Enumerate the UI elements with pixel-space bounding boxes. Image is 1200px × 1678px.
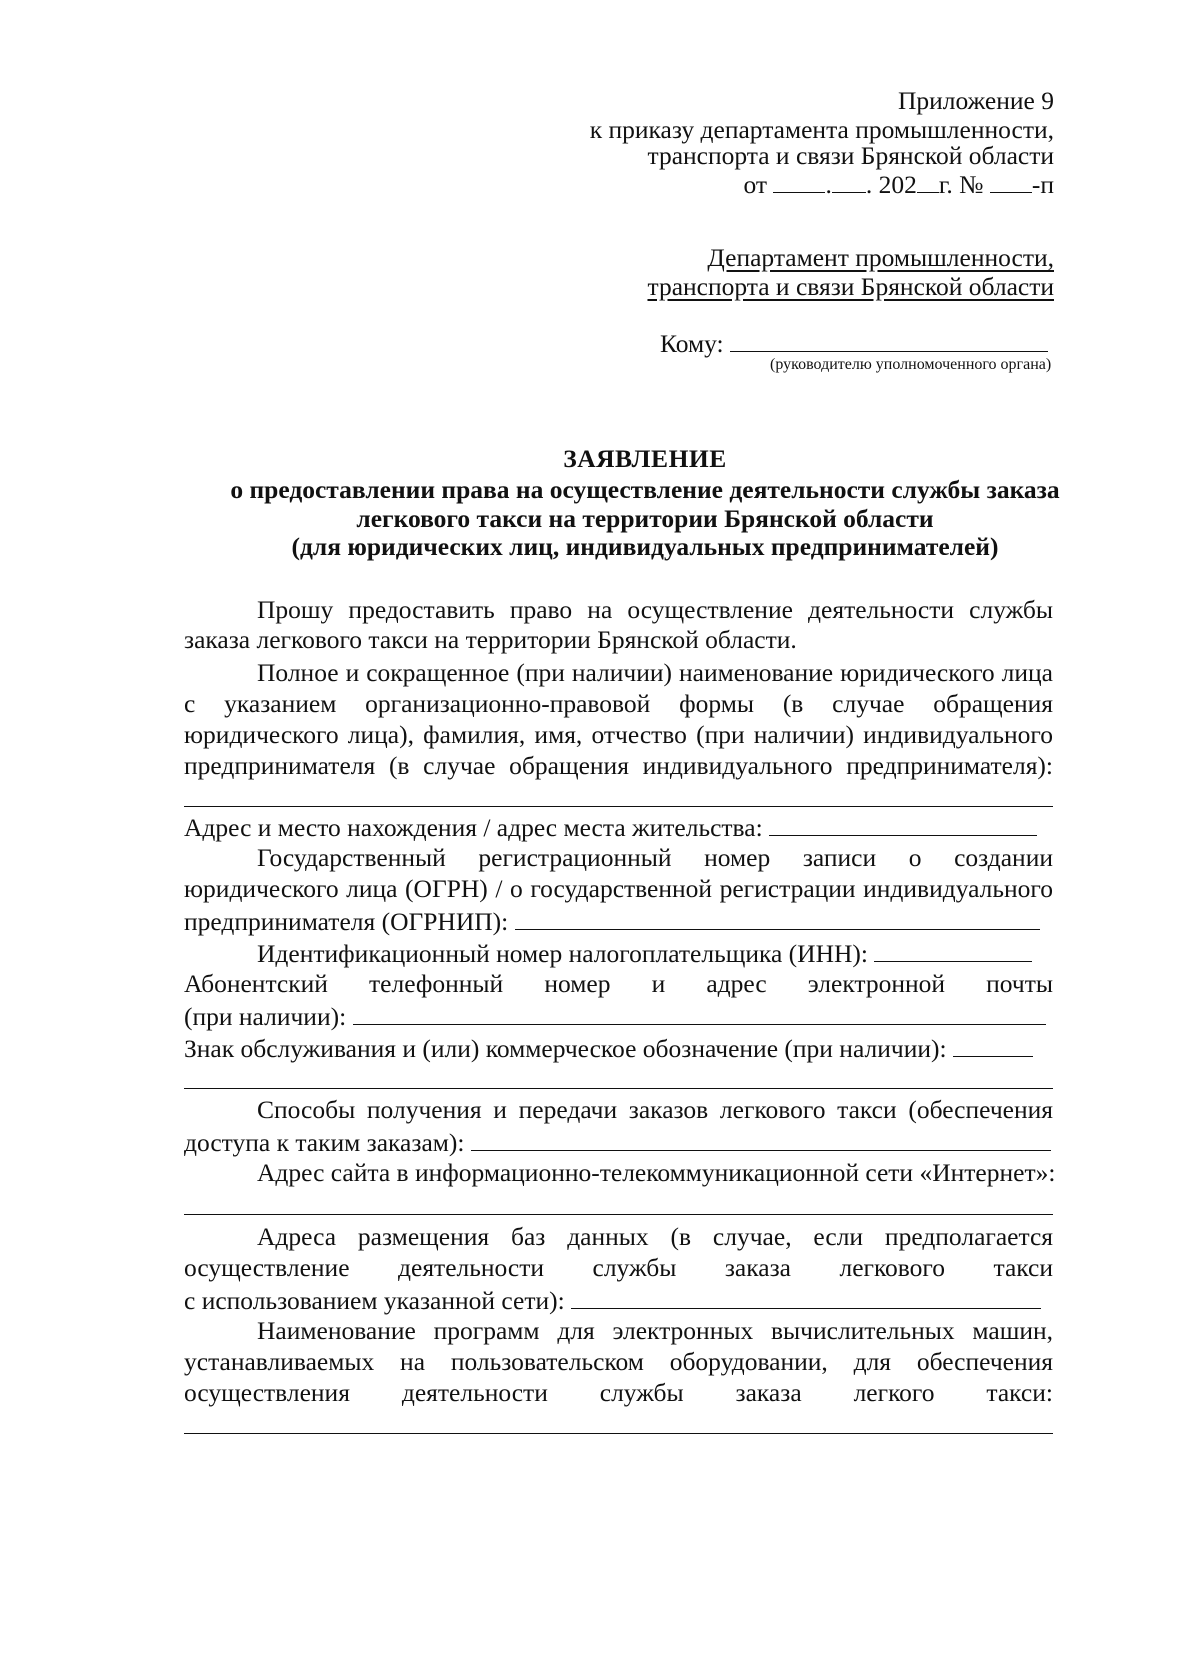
phone-line2: [184, 1000, 1046, 1032]
document-subtitle-line2: легкового такси на территории Брянской области: [356, 504, 934, 533]
soft-line1: Наименование программ для электронных вычислительных машин,: [257, 1316, 1053, 1345]
soft-blank-line[interactable]: [184, 1433, 1053, 1434]
name-line3: юридического лица), фамилия, имя, отчество (при наличии) индивидуального: [184, 720, 1053, 749]
db-line2: осуществление деятельности службы заказа легкового такси: [184, 1253, 1053, 1282]
order-reference-line1: к приказу департамента промышленности,: [589, 115, 1054, 144]
inn-blank[interactable]: [874, 937, 1032, 962]
order-number-blank[interactable]: [990, 168, 1032, 193]
to-label: Кому:: [660, 329, 724, 358]
to-hint: (руководителю уполномоченного органа): [770, 356, 1052, 373]
brand-blank-line[interactable]: [184, 1088, 1053, 1089]
name-line2: с указанием организационно-правовой формы (в случае обращения: [184, 689, 1053, 718]
brand-blank[interactable]: [953, 1032, 1033, 1057]
month-blank[interactable]: [832, 168, 866, 193]
ogrn-line2: юридического лица (ОГРН) / о государственной регистрации индивидуального: [184, 874, 1053, 903]
brand-line: [184, 1032, 1033, 1064]
request-line2: заказа легкового такси на территории Брянской области.: [184, 625, 797, 654]
year-blank[interactable]: [917, 168, 939, 193]
address-line: [184, 811, 1037, 843]
orders-blank[interactable]: [471, 1126, 1051, 1151]
orders-label: доступа к таким заказам):: [184, 1128, 465, 1157]
phone-label: (при наличии):: [184, 1002, 347, 1031]
phone-line1: Абонентский телефонный номер и адрес электронной почты: [184, 969, 1053, 998]
request-line1: Прошу предоставить право на осуществление деятельности службы: [257, 595, 1053, 624]
db-blank[interactable]: [571, 1284, 1041, 1309]
name-blank-line[interactable]: [184, 806, 1053, 807]
db-label: с использованием указанной сети):: [184, 1286, 565, 1315]
date-end: -п: [1031, 170, 1054, 199]
document-title: ЗАЯВЛЕНИЕ: [563, 444, 727, 473]
date-year: . 202: [865, 170, 917, 199]
soft-line3: осуществления деятельности службы заказа легкого такси:: [184, 1378, 1053, 1407]
order-date-line: [744, 168, 1055, 200]
department-line1: Департамент промышленности,: [707, 243, 1054, 272]
site-blank-line[interactable]: [184, 1214, 1053, 1215]
date-prefix: от: [743, 170, 768, 199]
address-blank[interactable]: [769, 811, 1037, 836]
day-blank[interactable]: [773, 168, 825, 193]
number-label: г. №: [938, 170, 984, 199]
ogrn-label: предпринимателя (ОГРНИП):: [184, 907, 509, 936]
ogrn-blank[interactable]: [515, 905, 1040, 930]
document-subtitle-line3: (для юридических лиц, индивидуальных предпринимателей): [291, 532, 999, 561]
order-reference-line2: транспорта и связи Брянской области: [647, 141, 1054, 170]
department-line2: транспорта и связи Брянской области: [647, 272, 1054, 301]
orders-line1: Способы получения и передачи заказов легкового такси (обеспечения: [257, 1095, 1053, 1124]
to-blank[interactable]: [730, 327, 1048, 352]
brand-label: Знак обслуживания и (или) коммерческое обозначение (при наличии):: [184, 1034, 947, 1063]
orders-line2: [184, 1126, 1051, 1158]
site-line: Адрес сайта в информационно-телекоммуникационной сети «Интернет»:: [257, 1158, 1056, 1187]
db-line3: [184, 1284, 1041, 1316]
name-line1: Полное и сокращенное (при наличии) наименование юридического лица: [257, 658, 1053, 687]
inn-label: Идентификационный номер налогоплательщика (ИНН):: [257, 939, 868, 968]
ogrn-line3: [184, 905, 1040, 937]
db-line1: Адреса размещения баз данных (в случае, если предполагается: [257, 1222, 1053, 1251]
soft-line2: устанавливаемых на пользовательском оборудовании, для обеспечения: [184, 1347, 1053, 1376]
inn-line: [257, 937, 1032, 969]
phone-blank[interactable]: [353, 1000, 1046, 1025]
address-label: Адрес и место нахождения / адрес места жительства:: [184, 813, 763, 842]
name-line4: предпринимателя (в случае обращения индивидуального предпринимателя):: [184, 751, 1053, 780]
date-sep1: .: [825, 170, 832, 199]
document-subtitle-line1: о предоставлении права на осуществление деятельности службы заказа: [230, 475, 1060, 504]
ogrn-line1: Государственный регистрационный номер записи о создании: [257, 843, 1053, 872]
annex-number: Приложение 9: [898, 86, 1054, 115]
